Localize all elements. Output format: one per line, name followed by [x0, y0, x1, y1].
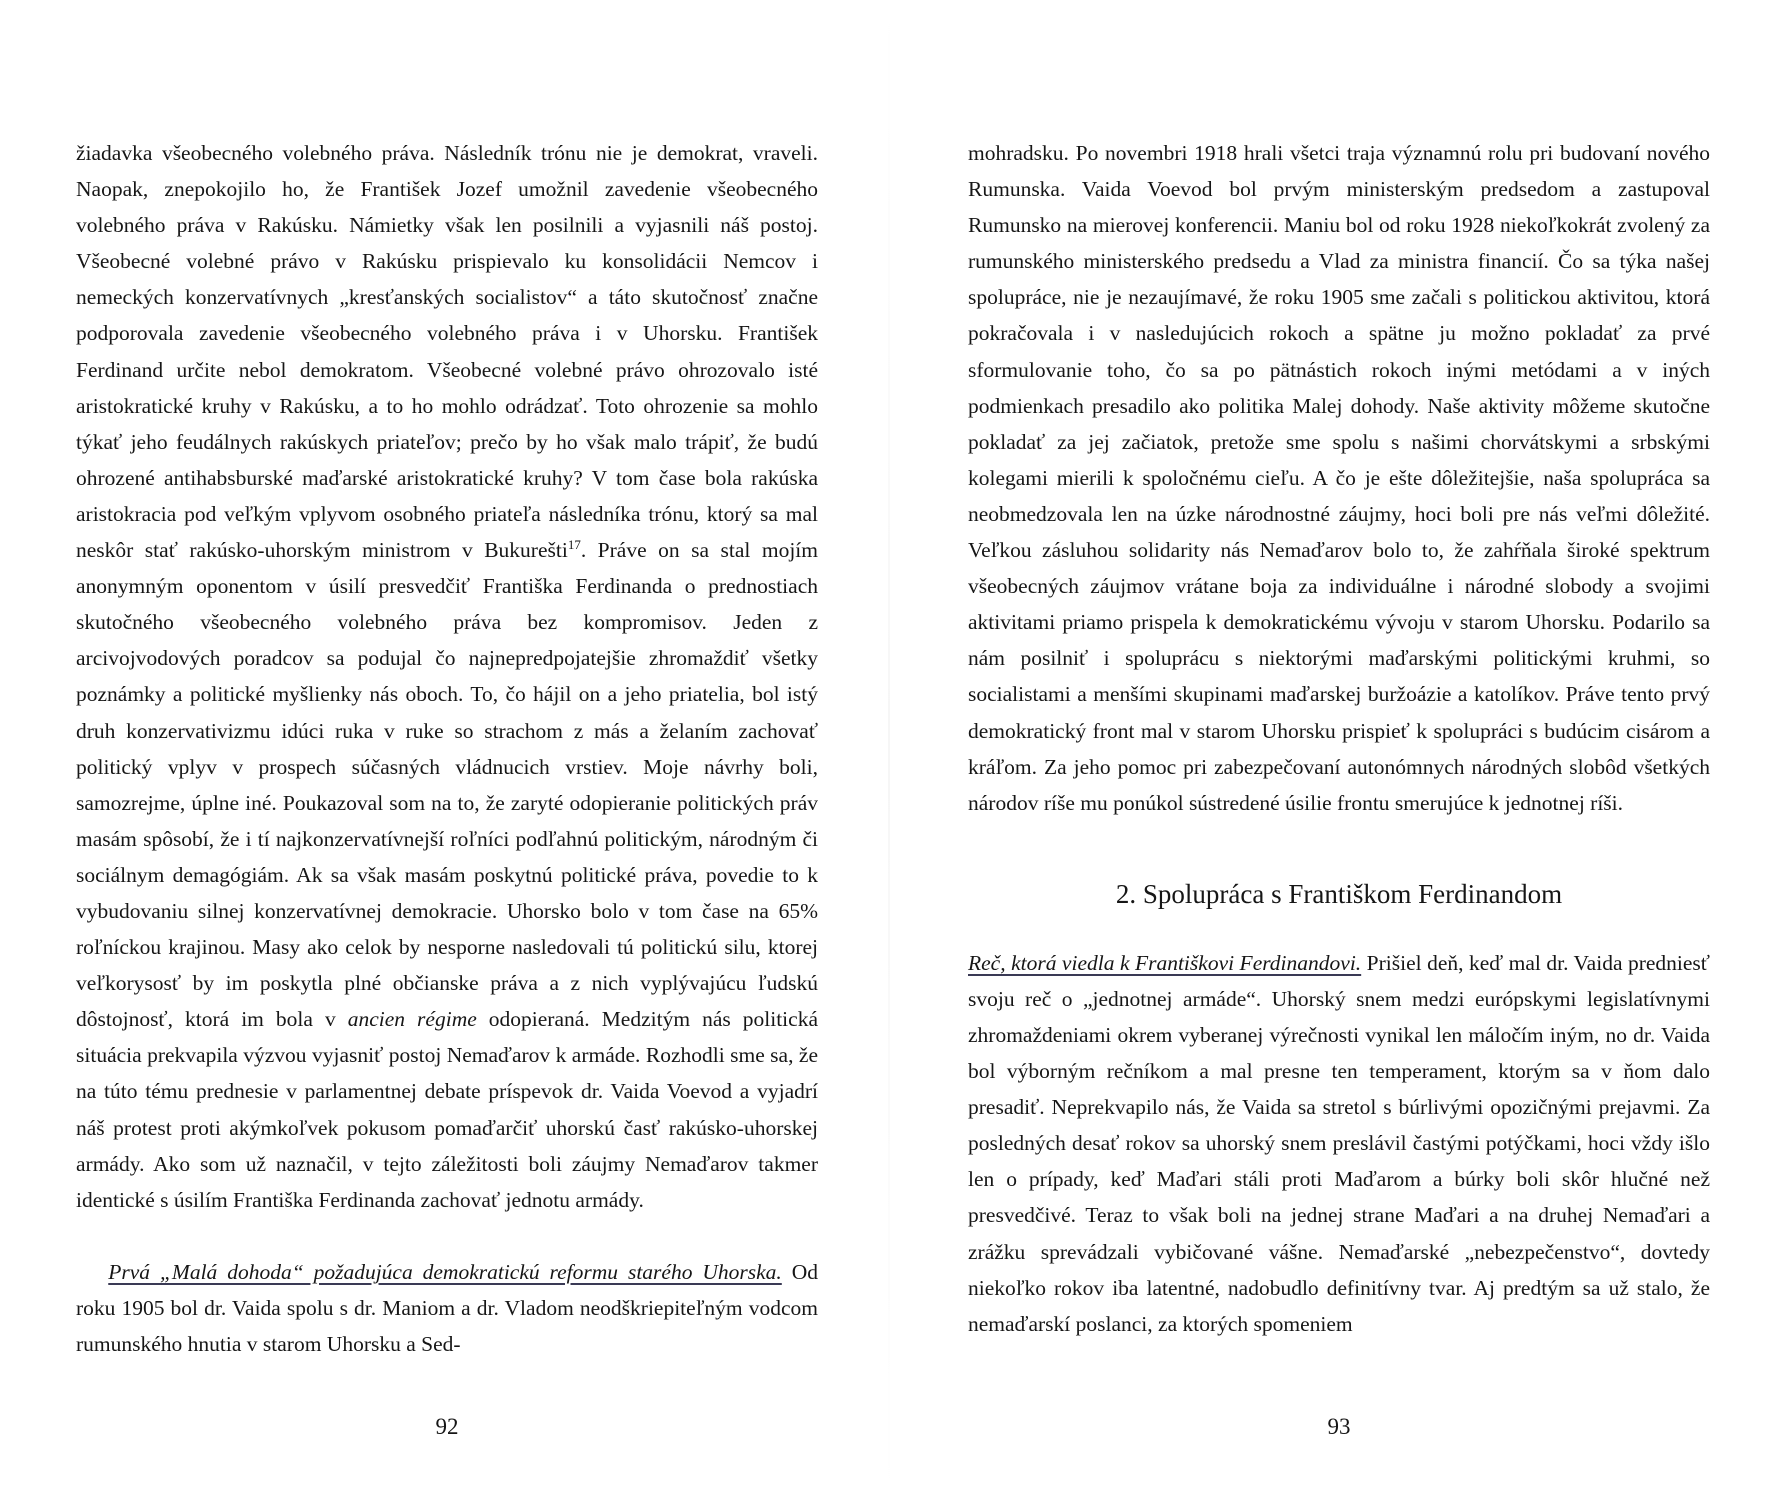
left-paragraph-1: žiadavka všeobecného volebného práva. Následník trónu nie je demokrat, vraveli. Naopak, znepokojilo ho, že František Jozef umožnil zavedenie všeobecného volebného práva v Rakúsku. Námietky však len posilnili a vyjasnili náš postoj. Všeobecné volebné právo v Rakúsku prispievalo ku konsolidácii Nemcov i nemeckých konzervatívnych „kresťanských socialistov“ a táto skutočnosť značne podporovala zavedenie všeobecného volebného práva i v Uhorsku. František Ferdinand určite nebol demokratom. Všeobecné volebné právo ohrozovalo isté aristokratické kruhy v Rakúsku, a to ho mohlo odrádzať. Toto ohrozenie sa mohlo týkať jeho feudálnych rakúskych priateľov; prečo by ho však malo trápiť, že budú ohrozené antihabsburské maďarské aristokratické kruhy? V tom čase bola rakúska aristokracia pod veľkým vplyvom osobného priateľa následníka trónu, ktorý sa mal neskôr stať rakúsko-uhorským ministrom v Bukurešti$^{17}$. Práve on sa stal mojím anonymným oponentom v úsilí presvedčiť Františka Ferdinanda o prednostiach skutočného všeobecného volebného práva bez kompromisov. Jeden z arcivojvodových poradcov sa podujal čo najnepredpojatejšie zhromaždiť všetky poznámky a politické myšlienky nás oboch. To, čo hájil on a jeho priatelia, bol istý druh konzervativizmu idúci ruka v ruke so strachom z más a želaním zachovať politický vplyv v prospech súčasných vládnucich vrstiev. Moje návrhy boli, samozrejme, úplne iné. Poukazoval som na to, že zaryté odopieranie politických práv masám spôsobí, že i tí najkonzervatívnejší roľníci podľahnú politickým, národným či sociálnym demagógiám. Ak sa však masám poskytnú politické práva, povedie to k vybudovaniu silnej konzervatívnej demokracie. Uhorsko bolo v tom čase na 65% roľníckou krajinou. Masy ako celok by nesporne nasledovali tú politickú silu, ktorej veľkorysosť by im poskytla plné občianske práva a z nich vyplývajúcu ľudskú dôstojnosť, ktorá im bola v ancien régime odopieraná. Medzitým nás politická situácia prekvapila výzvou vyjasniť postoj Nemaďarov k armáde. Rozhodli sme sa, že na túto tému prednesie v parlamentnej debate príspevok dr. Vaida Voevod a vyjadrí náš protest proti akýmkoľvek pokusom pomaďarčiť uhorskú časť rakúsko-uhorskej armády. Ako som už naznačil, v tejto záležitosti boli záujmy Nemaďarov takmer identické s úsilím Františka Ferdinanda zachovať jednotu armády. — [76, 141, 818, 1212]
section-heading-inline: Prvá „Malá dohoda“ požadujúca demokratickú reformu starého Uhorska. — [108, 1259, 782, 1284]
gutter — [888, 0, 890, 1500]
right-page — [968, 0, 1728, 1500]
left-page-text — [76, 135, 818, 1362]
left-page — [76, 0, 836, 1500]
chapter-title: 2. Spolupráca s Františkom Ferdinandom — [1115, 878, 1563, 909]
left-paragraph-2: Prvá „Malá dohoda“ požadujúca demokratickú reformu starého Uhorska. Od roku 1905 bol dr. Vaida spolu s dr. Maniom a dr. Vladom neodškriepiteľným vodcom rumunského hnutia v starom Uhorsku a Sed- — [76, 1259, 818, 1356]
section-heading-inline: Reč, ktorá viedla k Františkovi Ferdinandovi. — [968, 950, 1362, 975]
footnote-marker: 17 — [567, 536, 581, 552]
right-paragraph-1: mohradsku. Po novembri 1918 hrali všetci traja významnú rolu pri budovaní nového Rumunska. Vaida Voevod bol prvým ministerským predsedom a zastupoval Rumunsko na mierovej konferencii. Maniu bol od roku 1928 niekoľkokrát zvolený za rumunského ministerského predsedu a Vlad za ministra financií. Čo sa týka našej spolupráce, nie je nezaujímavé, že roku 1905 sme začali s politickou aktivitou, ktorá pokračovala i v nasledujúcich rokoch a spätne ju možno pokladať za prvé sformulovanie toho, čo sa po pätnástich rokoch inými metódami a v iných podmienkach presadilo ako politika Malej dohody. Naše aktivity môžeme skutočne pokladať za jej začiatok, pretože sme spolu s našimi chorvátskymi a srbskými kolegami mierili k spoločnému cieľu. A čo je ešte dôležitejšie, naša spolupráca sa neobmedzovala len na úzke národnostné záujmy, hoci boli pre nás veľmi dôležité. Veľkou zásluhou solidarity nás Nemaďarov bolo to, že zahŕňala široké spektrum všeobecných záujmov vrátane boja za individuálne i národné slobody a svojimi aktivitami priamo prispela k demokratickému vývoju v starom Uhorsku. Podarilo sa nám posilniť i spoluprácu s niektorými maďarskými politickými kruhmi, so socialistami a menšími skupinami maďarskej buržoázie a katolíkov. Práve tento prvý demokratický front mal v starom Uhorsku prispieť k spolupráci s budúcim cisárom a kráľom. Za jeho pomoc pri zabezpečovaní autonómnych národných slobôd všetkých národov ríše mu ponúkol sústredené úsilie frontu smerujúce k jednotnej ríši. — [968, 141, 1710, 815]
page-number: 92 — [435, 1414, 459, 1439]
right-paragraph-2: Reč, ktorá viedla k Františkovi Ferdinandovi. Prišiel deň, keď mal dr. Vaida predniesť svoju reč o „jednotnej armáde“. Uhorský snem medzi európskymi legislatívnymi zhromaždeniami okrem vyberanej výrečnosti vynikal len máločím iným, no dr. Vaida bol výborným rečníkom a mal presne ten temperament, ktorým sa v ňom dalo presadiť. Neprekvapilo nás, že Vaida sa stretol s búrlivými opozičnými prejavmi. Za posledných desať rokov sa uhorský snem preslávil častými potýčkami, hoci vždy išlo len o prípady, keď Maďari stáli proti Maďarom a búrky boli skôr hlučné než presvedčivé. Teraz to však boli na jednej strane Maďari a na druhej Nemaďari a zrážku sprevádzali vybičované vášne. Nemaďarské „nebezpečenstvo“, dovtedy niekoľko rokov iba latentné, nadobudlo definitívny tvar. Aj predtým sa už stalo, že nemaďarskí poslanci, za ktorých spomeniem — [968, 950, 1710, 1336]
right-page-text — [968, 135, 1710, 1342]
page-number: 93 — [1327, 1414, 1351, 1439]
